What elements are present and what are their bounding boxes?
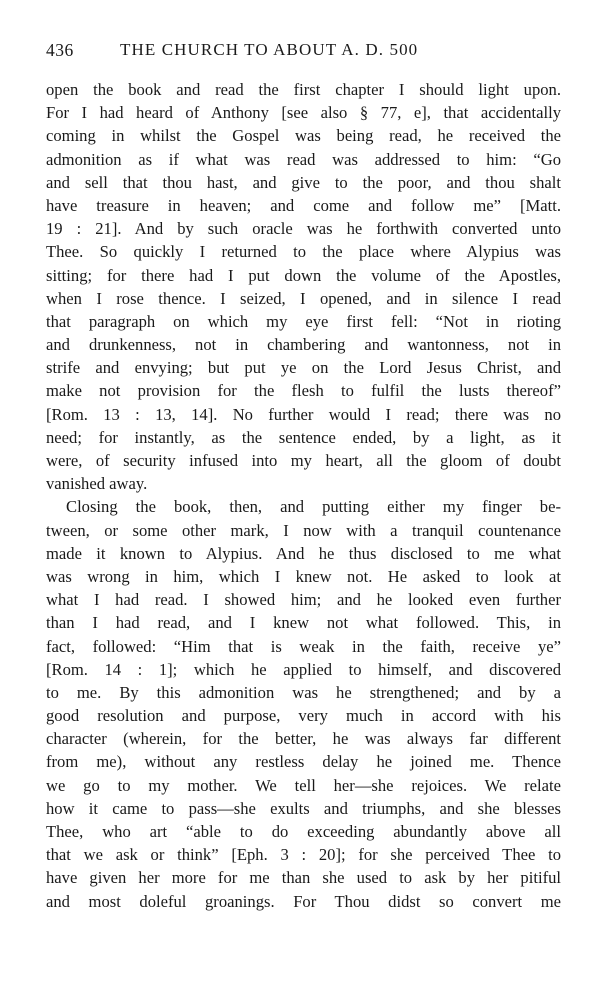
body-text <box>46 78 561 913</box>
text-line: Thee. So quickly I returned to the place where Alypius was <box>46 242 561 262</box>
text-line: fact, followed: “Him that is weak in the faith, receive ye” <box>46 636 561 656</box>
text-line: strife and envying; but put ye on the Lord Jesus Christ, and <box>46 358 561 378</box>
text-line: good resolution and purpose, very much in accord with his <box>46 706 561 726</box>
text-line: that paragraph on which my eye first fell: “Not in rioting <box>46 311 561 331</box>
text-line: open the book and read the first chapter I should light upon. <box>46 80 561 99</box>
text-line: that we ask or think” [Eph. 3 : 20]; for she perceived Thee to <box>46 845 561 865</box>
running-header <box>46 38 561 62</box>
text-line: and sell that thou hast, and give to the poor, and thou shalt <box>46 172 561 192</box>
text-line: have given her more for me than she used to ask by her pitiful <box>46 868 561 888</box>
text-line: 19 : 21]. And by such oracle was he forthwith converted unto <box>46 219 561 239</box>
text-line: For I had heard of Anthony [see also § 77, e], that accidentally <box>46 103 561 123</box>
text-line: admonition as if what was read was addressed to him: “Go <box>46 149 561 169</box>
text-line: [Rom. 13 : 13, 14]. No further would I read; there was no <box>46 404 561 424</box>
text-line: to me. By this admonition was he strengthened; and by a <box>46 682 561 702</box>
text-line: and most doleful groanings. For Thou didst so convert me <box>46 891 561 911</box>
text-line: tween, or some other mark, I now with a tranquil countenance <box>46 520 561 540</box>
page-number: 436 <box>46 40 74 60</box>
text-line: what I had read. I showed him; and he looked even further <box>46 590 561 610</box>
text-line: need; for instantly, as the sentence ended, by a light, as it <box>46 427 561 447</box>
text-line: than I had read, and I knew not what followed. This, in <box>46 613 561 633</box>
text-line: was wrong in him, which I knew not. He asked to look at <box>46 566 561 586</box>
text-line: character (wherein, for the better, he was always far different <box>46 729 561 749</box>
running-title: THE CHURCH TO ABOUT A. D. 500 <box>120 40 419 59</box>
text-line: were, of security infused into my heart, all the gloom of doubt <box>46 451 561 470</box>
text-line: have treasure in heaven; and come and follow me” [Matt. <box>46 195 561 215</box>
text-line: make not provision for the flesh to fulfil the lusts thereof” <box>46 381 561 401</box>
text-line: Closing the book, then, and putting either my finger be- <box>66 497 561 517</box>
text-line: sitting; for there had I put down the volume of the Apostles, <box>46 265 561 285</box>
text-line: and drunkenness, not in chambering and wantonness, not in <box>46 335 561 355</box>
text-line: made it known to Alypius. And he thus disclosed to me what <box>46 543 561 563</box>
text-line: vanished away. <box>46 474 148 494</box>
text-line: when I rose thence. I seized, I opened, and in silence I read <box>46 288 561 308</box>
text-line: we go to my mother. We tell her—she rejoices. We relate <box>46 775 561 795</box>
text-line: how it came to pass—she exults and triumphs, and she blesses <box>46 798 561 818</box>
text-line: Thee, who art “able to do exceeding abundantly above all <box>46 822 561 841</box>
text-line: from me), without any restless delay he joined me. Thence <box>46 752 561 772</box>
text-line: coming in whilst the Gospel was being read, he received the <box>46 126 561 146</box>
text-line: [Rom. 14 : 1]; which he applied to himself, and discovered <box>46 659 561 679</box>
